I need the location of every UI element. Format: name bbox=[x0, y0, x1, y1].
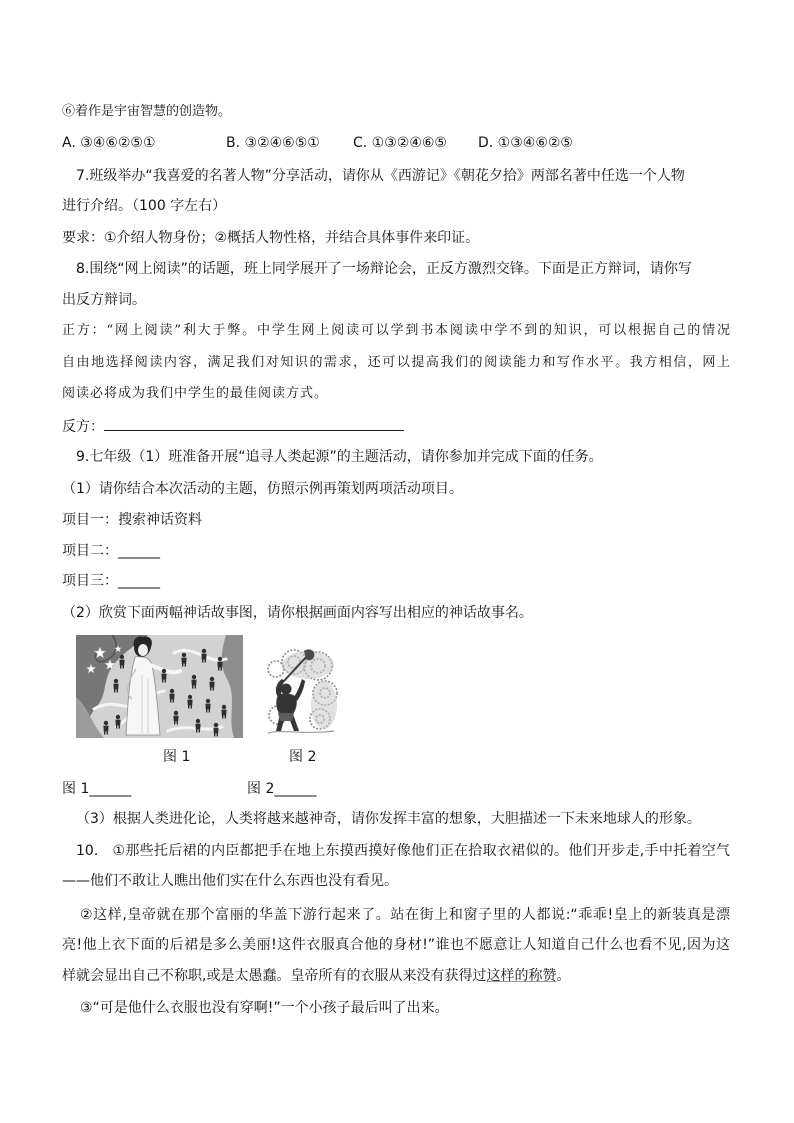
q10-paragraph2-line3-text: 样就会显出自己不称职,或是太愚蠢。皇帝所有的衣服从来没有获得过 bbox=[62, 968, 487, 984]
figure-2-answer-blank: 图 2______ bbox=[247, 781, 317, 797]
q10-paragraph3: ③“可是他什么衣服也没有穿啊!”一个小孩子最后叫了出来。 bbox=[80, 1000, 449, 1016]
q10-underlined-phrase: 这样的称赞 bbox=[486, 968, 557, 984]
q8-pro-argument-line2: 自由地选择阅读内容，满足我们对知识的需求，还可以提高我们的阅读能力和写作水平。我方相信，网上 bbox=[62, 355, 730, 370]
q10-paragraph2-line3 bbox=[62, 966, 570, 986]
q6-option-a: A. ③④⑥②⑤① bbox=[62, 135, 156, 151]
q8-con-label: 反方： bbox=[62, 419, 104, 435]
figure-1-caption: 图 1 bbox=[163, 749, 191, 765]
figure-2-caption: 图 2 bbox=[289, 749, 317, 765]
q6-statement-6: ⑥着作是宇宙智慧的创造物。 bbox=[62, 104, 232, 119]
q9-part1: （1）请你结合本次活动的主题，仿照示例再策划两项活动项目。 bbox=[62, 481, 463, 497]
figure-1-illustration bbox=[76, 635, 243, 738]
q9-project-2: 项目二：______ bbox=[62, 543, 160, 559]
figure-1-answer-blank: 图 1______ bbox=[62, 781, 132, 797]
q8-con-answer-blank bbox=[104, 416, 404, 431]
q7-prompt-line1: 7.班级举办“我喜爱的名著人物”分享活动，请你从《西游记》《朝花夕拾》两部名著中任选一个人物 bbox=[76, 168, 685, 184]
q7-requirement: 要求：①介绍人物身份；②概括人物性格，并结合具体事件来印证。 bbox=[62, 230, 480, 246]
q10-paragraph1-line2: ——他们不敢让人瞧出他们实在什么东西也没有看见。 bbox=[62, 873, 398, 889]
q8-pro-argument-line3: 阅读必将成为我们中学生的最佳阅读方式。 bbox=[62, 386, 329, 401]
q9-project-3: 项目三：______ bbox=[62, 573, 160, 589]
q10-paragraph2-line3-end: 。 bbox=[556, 968, 571, 984]
q8-con-answer-row bbox=[62, 416, 404, 436]
q9-part2: （2）欣赏下面两幅神话故事图，请你根据画面内容写出相应的神话故事名。 bbox=[62, 605, 533, 621]
q9-part3: （3）根据人类进化论，人类将越来越神奇，请你发挥丰富的想象，大胆描述一下未来地球人的形象。 bbox=[76, 811, 701, 827]
q10-paragraph1-line1: 10. ①那些托后裙的内臣都把手在地上东摸西摸好像他们正在拾取衣裙似的。他们开步走,手中托着空气 bbox=[76, 843, 730, 859]
figure-2-illustration bbox=[264, 645, 339, 738]
q10-paragraph2-line1: ②这样,皇帝就在那个富丽的华盖下游行起来了。站在街上和窗子里的人都说:“乖乖!皇上的新装真是漂 bbox=[80, 907, 730, 923]
q8-pro-argument-line1: 正方：“网上阅读”利大于弊。中学生网上阅读可以学到书本阅读中学不到的知识，可以根据自己的情况 bbox=[62, 323, 730, 338]
q10-paragraph2-line2: 亮!他上衣下面的后裙是多么美丽!这件衣服真合他的身材!”谁也不愿意让人知道自己什么也看不见,因为这 bbox=[62, 937, 730, 953]
q9-prompt: 9.七年级（1）班准备开展“追寻人类起源”的主题活动，请你参加并完成下面的任务。 bbox=[76, 449, 603, 465]
q8-prompt-line1: 8.围绕“网上阅读”的话题，班上同学展开了一场辩论会，正反方激烈交锋。下面是正方辩词，请你写 bbox=[76, 261, 692, 277]
q6-options bbox=[62, 133, 573, 153]
q7-prompt-line2: 进行介绍。（100 字左右） bbox=[62, 198, 227, 214]
q6-option-c: C. ①③②④⑥⑤ bbox=[353, 135, 447, 151]
q6-option-b: B. ③②④⑥⑤① bbox=[226, 135, 320, 151]
q6-option-d: D. ①③④⑥②⑤ bbox=[478, 135, 573, 151]
q9-project-1: 项目一：搜索神话资料 bbox=[62, 512, 202, 528]
q8-prompt-line2: 出反方辩词。 bbox=[62, 292, 146, 308]
